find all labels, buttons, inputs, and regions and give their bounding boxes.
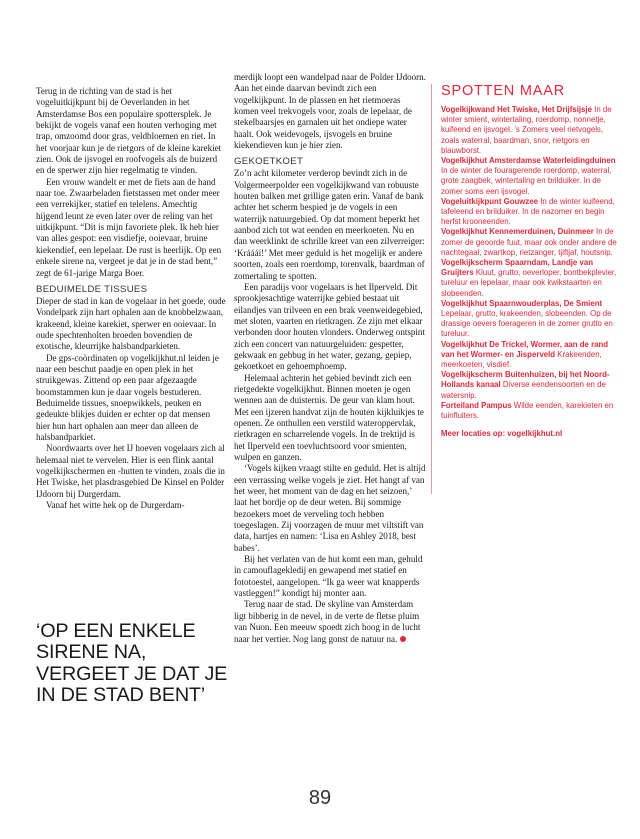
sidebar-divider — [431, 84, 432, 494]
sidebar-entry — [441, 197, 619, 228]
article-column-left — [36, 86, 226, 511]
sidebar-entry-name: Vogelkijkwand Het Twiske, Het Drijfsijsje — [441, 105, 592, 114]
article-column-middle — [234, 72, 426, 645]
paragraph: Terug in de richting van de stad is het vogeluitkijkpunt bij de Oeverlanden in het Amsterdamse Bos een populaire spottersplek. Je bekijkt de vogels vanaf een houten verhoging met trap, omzoomd door gras, veldbloemen en riet. In het voorjaar kun je de rietgors of de kleine karekiet zien. Ook de ijsvogel en roofvogels als de buizerd en de sperwer zijn hier regelmatig te vinden. — [36, 86, 222, 176]
section-heading: BEDUIMELDE TISSUES — [36, 283, 148, 295]
sidebar-entry-text: Wilde eenden, karekieten en tuinfluiters. — [441, 400, 614, 421]
sidebar-entry — [441, 156, 619, 197]
sidebar-entry-name: Vogelkijkhut Kennemerduinen, Duinmeer — [441, 227, 594, 237]
paragraph: merdijk loopt een wandelpad naar de Polder IJdoorn. Aan het einde daarvan bevindt zich een vogelkijkpunt. In de plassen en het rietmoeras komen veel trekvogels voor, zoals de lepelaar, de stekelbaarsjes en garnalen uit het ondiepe water haalt. Ook weidevogels, ijsvogels en bruine kiekendieven kun je hier zien. — [234, 72, 426, 151]
sidebar-entry — [441, 299, 619, 340]
paragraph: Een vrouw wandelt er met de fiets aan de hand naar toe. Zwaarbeladen fietstassen met onder meer een verrekijker, statief en telelens. Amechtig hijgend leunt ze even later over de reling van het uitkijkpunt. “Dit is mijn favoriete plek. Ik heb hier van alles gespot: een visdiefje, ooievaar, bruine kiekendief, een lepelaar. De rust is heerlijk. Op een enkele sirene na, vergeet je dat je in de stad bent,” zegt de 61-jarige Marga Boer. — [36, 176, 222, 278]
sidebar-entry-text: In de winter de fouragerende roerdomp, waterral, grote zaagbek, wintertaling en brilduiker. In de zomer soms een ijsvogel. — [441, 166, 612, 196]
paragraph: Bij het verlaten van de hut komt een man, gehuld in camouflagekledij en gewapend met statief en fototoestel, aangelopen. “Ik ga weer wat knapperds vastleggen!” kondigt hij monter aan. — [234, 554, 423, 599]
more-locations-link[interactable]: Meer locaties op: vogelkijkhut.nl — [441, 429, 563, 439]
pull-quote: ‘OP EEN ENKELE SIRENE NA, VERGEET JE DAT JE IN DE STAD BENT’ — [36, 620, 228, 706]
sidebar-entry — [441, 227, 619, 258]
sidebar-entry — [441, 370, 619, 401]
sidebar-entry — [441, 258, 619, 299]
sidebar-entry-text: Kluut, grutto, oeverloper, bontbekplevier, tureluur en lepelaar, maar ook kwikstaarten en slobeenden. — [441, 268, 617, 298]
sidebar-entry — [441, 401, 619, 421]
paragraph: Dieper de stad in kan de vogelaar in het goede, oude Vondelpark zijn hart ophalen aan de knobbelzwaan, krakeend, kleine karekiet, sperwer en ooievaar. In oude spechtenholten broeden bovendien de exotische, kleurrijke halsbandparkieten. — [36, 295, 226, 352]
sidebar-entry-name: Forteiland Pampus — [441, 400, 512, 410]
sidebar-entry-name: Vogelkijkhut Amsterdamse Waterleidingduinen — [441, 156, 616, 166]
section-heading: GEKOETKOET — [234, 156, 304, 168]
paragraph: Zo’n acht kilometer verderop bevindt zich in de Volgermeerpolder een vogelkijkwand van robuuste houten balken met grillige gaten erin. Vanaf de bank achter het scherm bespied je de vogels in een waterrijk natuurgebied. Op dat moment beperkt het aanbod zich tot wat eenden en meerkoeten. Nu en dan weerklinkt de schrille kreet van een zilverreiger: ‘Kráááí!’ Met meer geduld is het mogelijk er andere soorten, zoals een roerdomp, torenvalk, baardman of zomertaling te spotten. — [234, 168, 425, 281]
sidebar-entry-name: Vogelkijkscherm Buitenhuizen, bij het Noord-Hollands kanaal — [441, 370, 610, 390]
sidebar-entry-name: Vogelkijkhut De Trickel, Wormer, aan de rand van het Wormer- en Jisperveld — [441, 339, 609, 359]
paragraph-final — [234, 599, 426, 644]
page-number: 89 — [308, 787, 332, 809]
sidebar-entry-text: Diverse eendensoorten en de watersnip. — [441, 380, 606, 400]
sidebar-box — [441, 83, 619, 438]
sidebar-entry-name: Vogeluitkijkpunt Gouwzee — [441, 196, 539, 206]
paragraph: ‘Vogels kijken vraagt stilte en geduld. Het is altijd een verrassing welke vogels je ziet. Het hangt af van het weer, het moment van de dag en het seizoen,’ laat het bordje op de deur weten. Bij sommige bezoekers moet de verveling toch hebben toegeslagen. Zij voorzagen de muur met viltstift van data, hartjes en namen: ‘Lisa en Ashley 2018, best babes’. — [234, 463, 426, 553]
paragraph: Vanaf het witte hek op de Durgerdam- — [46, 500, 185, 511]
end-mark-icon — [400, 636, 406, 642]
sidebar-entry-text: Krakeenden, meerkoeten, visdief. — [441, 349, 602, 370]
sidebar-entry-name: Vogelkijkscherm Spaarndam, Landje van Gruijters — [441, 258, 593, 278]
sidebar-entry-text: In de zomer de geoorde fuut, maar ook onder andere de nachtegaal, zwartkop, rietzanger, tjiftjaf, houtsnip. — [441, 227, 617, 257]
sidebar-entries — [441, 105, 619, 421]
paragraph: Helemaal achterin het gebied bevindt zich een rietgedekte vogelkijkhut. Binnen moeten je ogen wennen aan de duisternis. De geur van klam hout. Met een ijzeren handvat zijn de houten kijkluikjes te openen. Ze onthullen een verstild wateroppervlak, rietkragen en scharrelende vogels. In de trektijd is het Ilperveld een toevluchtsoord voor smienten, wulpen en ganzen. — [234, 372, 424, 462]
sidebar-title: SPOTTEN MAAR — [441, 83, 565, 99]
sidebar-entry — [441, 340, 619, 371]
paragraph: Een paradijs voor vogelaars is het Ilperveld. Dit sprookjesachtige waterrijke gebied bestaat uit eilandjes van trilveen en een brak veenweidegebied, met sloten, vaarten en rietkragen. Ze zijn met elkaar verbonden door houten vlonders. Onderweg ontspint zich een concert van natuurgeluiden: gespetter, gekwaak en gebbug in het water, gezang, gepiep, gekoetkoet en gehoemphoemp. — [234, 281, 425, 372]
sidebar-entry-text: In de winter kuifeend, tafeleend en brilduiker. In de nazomer en begin herfst krooneenden. — [441, 196, 615, 227]
sidebar-entry-text: In de winter smient, wintertaling, roerdomp, nonnetje, kuifeend en ijsvogel. ’s Zomers veel rietvogels, zoals waterral, baardman, snor, rietgors en blauwborst. — [441, 105, 612, 155]
sidebar-entry-name: Vogelkijkhut Spaarnwouderplas, De Smient — [441, 298, 603, 308]
paragraph-text: Terug naar de stad. De skyline van Amsterdam ligt bibberig in de nevel, in de verte de fletse pluim van Nuon. Een meeuw spoedt zich hoog in de lucht naar het vertier. Nog lang gonst de natuur na. — [234, 599, 421, 644]
sidebar-entry-text: Lepelaar, grutto, krakeenden, slobeenden. Op de drassige oevers foerageren in de zomer grutto en tureluur. — [441, 309, 613, 339]
paragraph: De gps-coördinaten op vogelkijkhut.nl leiden je naar een beschut paadje en open plek in het struikgewas. Zittend op een paar afgezaagde boomstammen kun je daar vogels bestuderen. Beduimelde tissues, snoepwikkels, peuken en gedeukte blikjes duiden er echter op dat mensen hier hun hart ophalen aan meer dan alleen de halsbandparkiet. — [36, 352, 219, 442]
paragraph: Noordwaarts over het IJ hoeven vogelaars zich al helemaal niet te vervelen. Hier is een flink aantal vogelkijkschermen en -hutten te vinden, zoals die in Het Twiske, het plasdrasgebied De Kinsel en Polder IJdoorn bij Durgerdam. — [36, 443, 225, 499]
sidebar-entry — [441, 105, 619, 156]
